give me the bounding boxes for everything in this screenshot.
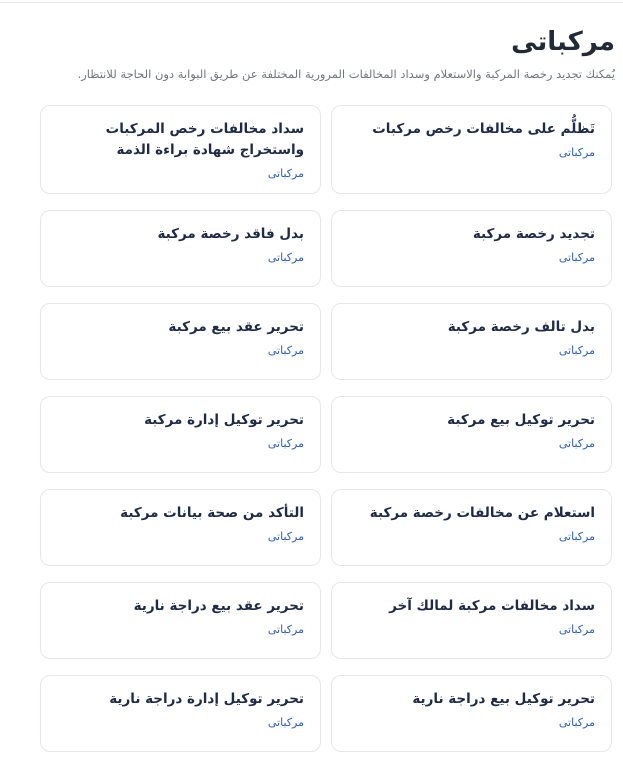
top-divider <box>0 2 623 3</box>
service-card-title: تَظلُّم على مخالفات رخص مركبات <box>372 120 595 137</box>
service-card-title: استعلام عن مخالفات رخصة مركبة <box>369 504 595 521</box>
service-card-category-link[interactable]: مركباتى <box>558 145 595 159</box>
service-card[interactable] <box>40 210 321 287</box>
service-card[interactable] <box>331 303 612 380</box>
page-subtitle: يُمكنك تجديد رخصة المركبة والاستعلام وسداد المخالفات المرورية المختلفة عن طريق البوابة دون الحاجة للانتظار. <box>77 66 615 81</box>
service-card-category-link[interactable]: مركباتى <box>558 343 595 357</box>
page-header <box>40 26 615 83</box>
service-card-title: تحرير توكيل إدارة دراجة نارية <box>109 690 304 707</box>
service-card-title: تحرير توكيل إدارة مركبة <box>144 411 304 428</box>
service-card[interactable] <box>40 582 321 659</box>
service-card-category-link[interactable]: مركباتى <box>558 529 595 543</box>
service-card[interactable] <box>331 489 612 566</box>
service-card[interactable] <box>331 396 612 473</box>
service-card-title: بدل فاقد رخصة مركبة <box>157 225 304 242</box>
service-card-title: تجديد رخصة مركبة <box>472 225 595 242</box>
service-card-category-link[interactable]: مركباتى <box>558 436 595 450</box>
service-card-category-link[interactable]: مركباتى <box>267 622 304 636</box>
service-card[interactable] <box>331 582 612 659</box>
service-card-category-link[interactable]: مركباتى <box>267 715 304 729</box>
service-card[interactable] <box>331 105 612 194</box>
service-card[interactable] <box>40 396 321 473</box>
service-card[interactable] <box>331 210 612 287</box>
services-grid <box>40 105 612 752</box>
service-card[interactable] <box>331 675 612 752</box>
service-card-category-link[interactable]: مركباتى <box>558 622 595 636</box>
service-card[interactable] <box>40 675 321 752</box>
service-card-category-link[interactable]: مركباتى <box>267 436 304 450</box>
service-card-category-link[interactable]: مركباتى <box>267 529 304 543</box>
service-card-title: بدل تالف رخصة مركبة <box>447 318 595 335</box>
service-card-category-link[interactable]: مركباتى <box>267 166 304 180</box>
service-card-title: تحرير عقد بيع مركبة <box>168 318 304 335</box>
service-card-title: سداد مخالفات مركبة لمالك آخر <box>389 597 595 614</box>
my-vehicles-page <box>0 2 623 752</box>
service-card-title: تحرير توكيل بيع مركبة <box>447 411 595 428</box>
service-card-category-link[interactable]: مركباتى <box>558 250 595 264</box>
service-card-title: تحرير عقد بيع دراجة نارية <box>133 597 304 614</box>
service-card-category-link[interactable]: مركباتى <box>267 343 304 357</box>
service-card[interactable] <box>40 105 321 194</box>
service-card-title: سداد مخالفات رخص المركبات واستخراج شهادة براءة الذمة <box>105 120 304 158</box>
service-card[interactable] <box>40 303 321 380</box>
service-card-category-link[interactable]: مركباتى <box>558 715 595 729</box>
service-card-title: التأكد من صحة بيانات مركبة <box>120 504 304 521</box>
service-card[interactable] <box>40 489 321 566</box>
service-card-title: تحرير توكيل بيع دراجة نارية <box>412 690 595 707</box>
page-title: مركباتى <box>511 27 615 57</box>
service-card-category-link[interactable]: مركباتى <box>267 250 304 264</box>
